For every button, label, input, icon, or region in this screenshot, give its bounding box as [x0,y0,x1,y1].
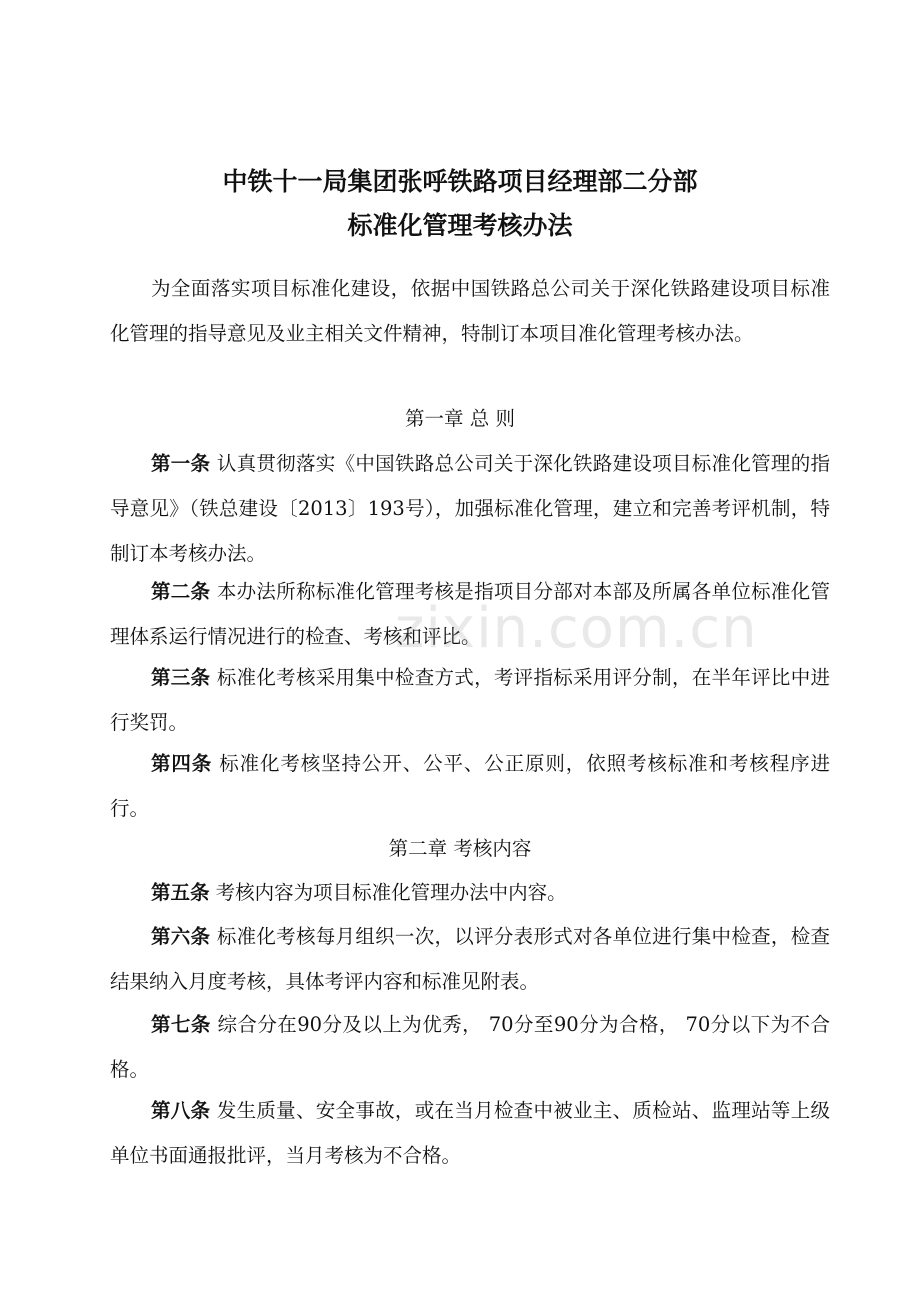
article-7 [110,1002,830,1092]
article-6 [110,914,830,1004]
article-6-text: 标准化考核每月组织一次，以评分表形式对各单位进行集中检查，检查结果纳入月度考核，具体考评内容和标准见附表。 [110,925,830,993]
article-3-text: 标准化考核采用集中检查方式，考评指标采用评分制，在半年评比中进行奖罚。 [110,666,830,734]
article-2-label: 第二条 [150,580,211,603]
article-1-text: 认真贯彻落实《中国铁路总公司关于深化铁路建设项目标准化管理的指导意见》（铁总建设〔2013〕193号），加强标准化管理，建立和完善考评机制，特制订本考核办法。 [110,452,830,565]
article-5-text: 考核内容为项目标准化管理办法中内容。 [215,881,567,904]
article-7-label: 第七条 [150,1013,211,1036]
document-title-line2: 标准化管理考核办法 [347,211,573,240]
article-7-text: 综合分在90分及以上为优秀， 70分至90分为合格， 70分以下为不合格。 [110,1013,830,1081]
article-1 [110,441,830,576]
chapter-2-heading: 第二章 考核内容 [388,837,532,860]
article-8-label: 第八条 [150,1099,211,1122]
article-4-label: 第四条 [150,752,213,775]
article-2 [110,569,830,659]
article-5-label: 第五条 [150,881,210,904]
article-4 [110,741,830,831]
article-6-label: 第六条 [150,925,211,948]
chapter-1-heading: 第一章 总 则 [405,407,515,430]
watermark-text: zixin.com.cn [395,596,758,661]
article-8-text: 发生质量、安全事故，或在当月检查中被业主、质检站、监理站等上级单位书面通报批评，当月考核为不合格。 [110,1099,830,1167]
article-2-text: 本办法所称标准化管理考核是指项目分部对本部及所属各单位标准化管理体系运行情况进行的检查、考核和评比。 [110,580,830,648]
article-3-label: 第三条 [150,666,211,689]
intro-paragraph: 为全面落实项目标准化建设，依据中国铁路总公司关于深化铁路建设项目标准化管理的指导意见及业主相关文件精神，特制订本项目准化管理考核办法。 [110,277,830,345]
article-1-label: 第一条 [150,452,211,475]
article-3 [110,655,830,745]
article-4-text: 标准化考核坚持公开、公平、公正原则，依照考核标准和考核程序进行。 [110,752,830,820]
document-title-line1: 中铁十一局集团张呼铁路项目经理部二分部 [222,167,698,196]
article-5 [110,870,830,915]
article-8 [110,1088,830,1178]
